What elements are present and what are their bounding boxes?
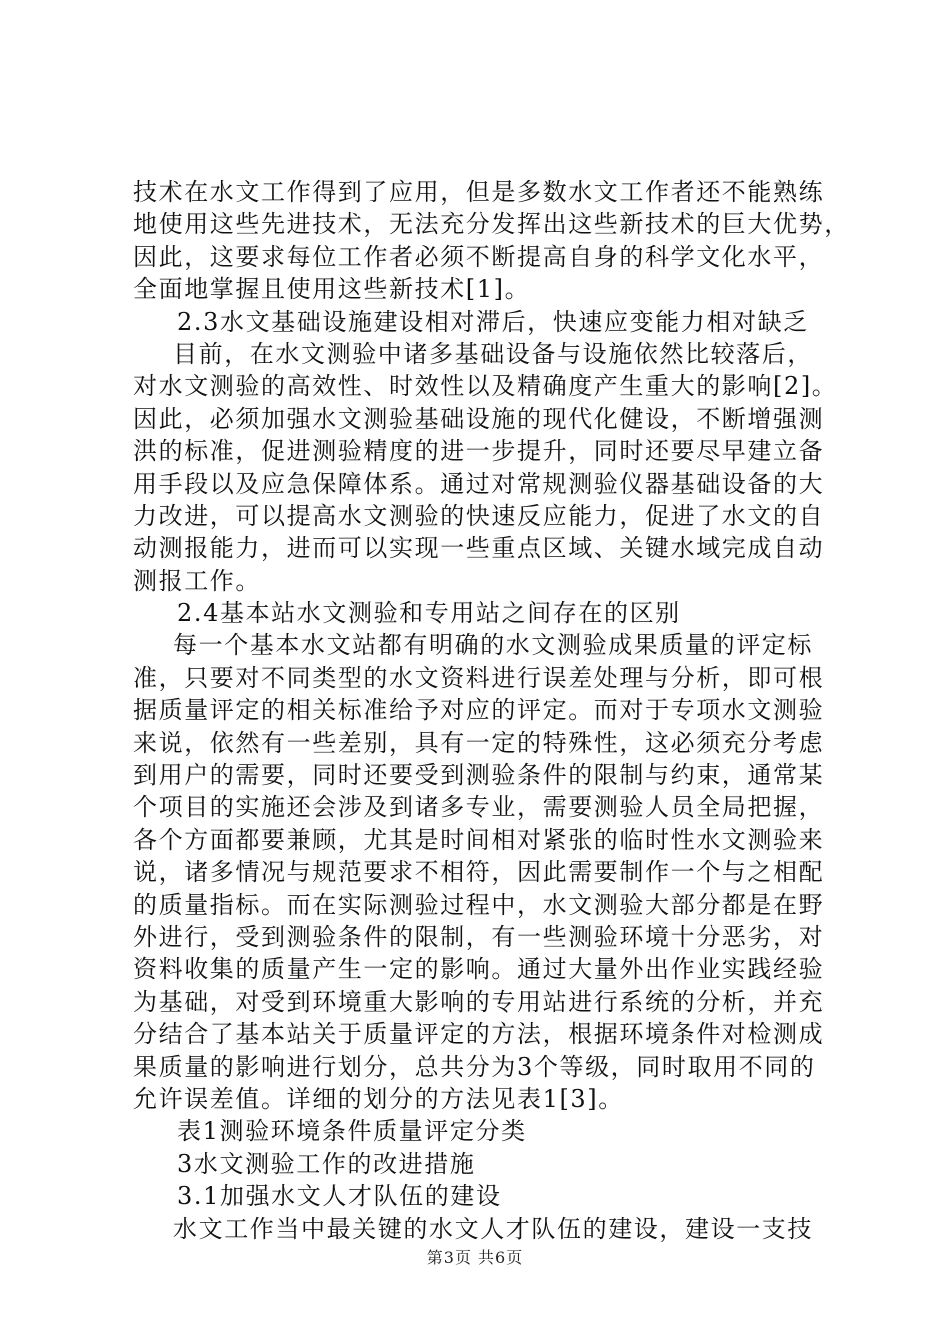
text-line: 分结合了基本站关于质量评定的方法，根据环境条件对检测成	[133, 1020, 825, 1049]
section-heading: 3.1加强水文人才队伍的建设	[177, 1182, 502, 1211]
section-heading: 2.4基本站水文测验和专用站之间存在的区别	[177, 599, 681, 628]
section-heading: 3水文测验工作的改进措施	[177, 1149, 476, 1178]
text-line: 来说，依然有一些差别，具有一定的特殊性，这必须充分考虑	[133, 728, 825, 757]
text-line: 测报工作。	[133, 566, 261, 595]
text-line: 外进行，受到测验条件的限制，有一些测验环境十分恶劣，对	[133, 922, 825, 951]
text-line: 技术在水文工作得到了应用，但是多数水文工作者还不能熟练	[133, 178, 825, 206]
text-line: 资料收集的质量产生一定的影响。通过大量外出作业实践经验	[133, 955, 825, 984]
text-line: 的质量指标。而在实际测验过程中，水文测验大部分都是在野	[133, 890, 825, 919]
text-line: 水文工作当中最关键的水文人才队伍的建设，建设一支技	[173, 1214, 813, 1243]
text-line: 据质量评定的相关标准给予对应的评定。而对于专项水文测验	[133, 696, 825, 725]
text-line: 果质量的影响进行划分，总共分为3个等级，同时取用不同的	[133, 1052, 816, 1081]
text-line: 对水文测验的高效性、时效性以及精确度产生重大的影响[2]。	[133, 372, 838, 401]
text-line: 允许误差值。详细的划分的方法见表1[3]。	[133, 1084, 624, 1113]
body-text	[133, 176, 850, 1245]
text-line: 说，诸多情况与规范要求不相符，因此需要制作一个与之相配	[133, 858, 825, 887]
page-footer: 第3页 共6页	[426, 1248, 524, 1267]
text-line: 因此，这要求每位工作者必须不断提高自身的科学文化水平，	[133, 242, 825, 271]
text-line: 各个方面都要兼顾，尤其是时间相对紧张的临时性水文测验来	[133, 825, 825, 854]
text-line: 每一个基本水文站都有明确的水文测验成果质量的评定标	[173, 631, 813, 660]
text-line: 用手段以及应急保障体系。通过对常规测验仪器基础设备的大	[133, 469, 825, 498]
text-line: 个项目的实施还会涉及到诸多专业，需要测验人员全局把握，	[133, 793, 825, 822]
text-line: 洪的标准，促进测验精度的进一步提升，同时还要尽早建立备	[133, 437, 825, 466]
text-line: 为基础，对受到环境重大影响的专用站进行系统的分析，并充	[133, 987, 825, 1016]
table-caption: 表1测验环境条件质量评定分类	[177, 1117, 527, 1146]
text-line: 到用户的需要，同时还要受到测验条件的限制与约束，通常某	[133, 761, 825, 790]
text-line: 动测报能力，进而可以实现一些重点区域、关键水域完成自动	[133, 534, 825, 563]
text-line: 地使用这些先进技术，无法充分发挥出这些新技术的巨大优势，	[133, 210, 850, 239]
text-line: 准，只要对不同类型的水文资料进行误差处理与分析，即可根	[133, 663, 825, 692]
text-line: 目前，在水文测验中诸多基础设备与设施依然比较落后，	[173, 339, 813, 368]
section-heading: 2.3水文基础设施建设相对滞后，快速应变能力相对缺乏	[177, 307, 809, 336]
text-line: 力改进，可以提高水文测验的快速反应能力，促进了水文的自	[133, 501, 825, 530]
text-line: 全面地掌握且使用这些新技术[1]。	[133, 275, 531, 304]
text-line: 因此，必须加强水文测验基础设施的现代化健设，不断增强测	[133, 404, 825, 433]
